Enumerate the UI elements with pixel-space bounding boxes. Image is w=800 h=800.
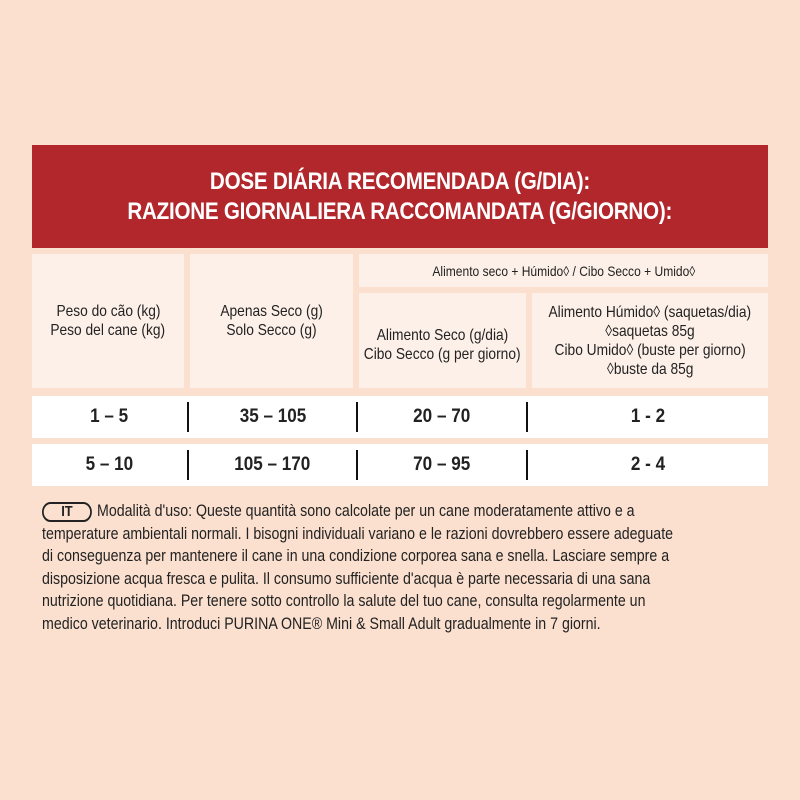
col-header-weight: Peso do cão (kg) Peso del cane (kg) <box>32 254 184 388</box>
cell-dry-only: 105 – 170 <box>234 454 311 475</box>
usage-line: nutrizione quotidiana. Per tenere sotto controllo la salute del tuo cane, consulta regolarmente un <box>42 592 646 610</box>
title-pt: DOSE DIÁRIA RECOMENDADA (G/DIA): <box>209 167 591 195</box>
col-header-dry-only: Apenas Seco (g) Solo Secco (g) <box>190 254 353 388</box>
cell-mixed-wet: 2 - 4 <box>630 454 666 475</box>
cell-mixed-wet: 1 - 2 <box>630 406 666 427</box>
col-header-mixed-wet: Alimento Húmido◊ (saquetas/dia) ◊saquetas 85g Cibo Umido◊ (buste per giorno) ◊buste da 85g <box>532 293 768 388</box>
table-title <box>32 145 768 248</box>
usage-line: di conseguenza per mantenere il cane in una condizione corporea sana e snella. Lasciare sempre a <box>42 547 670 565</box>
col-header-mixed-group: Alimento seco + Húmido◊ / Cibo Secco + Umido◊ <box>359 254 768 287</box>
col-header-mixed-dry: Alimento Seco (g/dia) Cibo Secco (g per giorno) <box>359 293 526 388</box>
usage-line: Modalità d'uso: Queste quantità sono calcolate per un cane moderatamente attivo e a <box>97 502 635 520</box>
language-badge: IT <box>42 502 92 522</box>
usage-line: medico veterinario. Introduci PURINA ONE® Mini & Small Adult gradualmente in 7 giorni. <box>42 614 601 633</box>
title-it: RAZIONE GIORNALIERA RACCOMANDATA (G/GIORNO): <box>127 197 673 225</box>
cell-mixed-dry: 20 – 70 <box>413 406 471 427</box>
cell-dry-only: 35 – 105 <box>239 406 306 427</box>
usage-line: disposizione acqua fresca e pulita. Il consumo sufficiente d'acqua è parte necessaria di una sana <box>42 569 651 588</box>
table-row <box>32 396 768 438</box>
cell-weight: 5 – 10 <box>85 454 134 475</box>
usage-line: temperature ambientali normali. I bisogni individuali variano e le razioni dovrebbero essere adeguate <box>42 524 674 543</box>
cell-weight: 1 – 5 <box>90 406 129 427</box>
table-row <box>32 444 768 486</box>
usage-instructions <box>42 500 772 635</box>
cell-mixed-dry: 70 – 95 <box>413 454 471 475</box>
